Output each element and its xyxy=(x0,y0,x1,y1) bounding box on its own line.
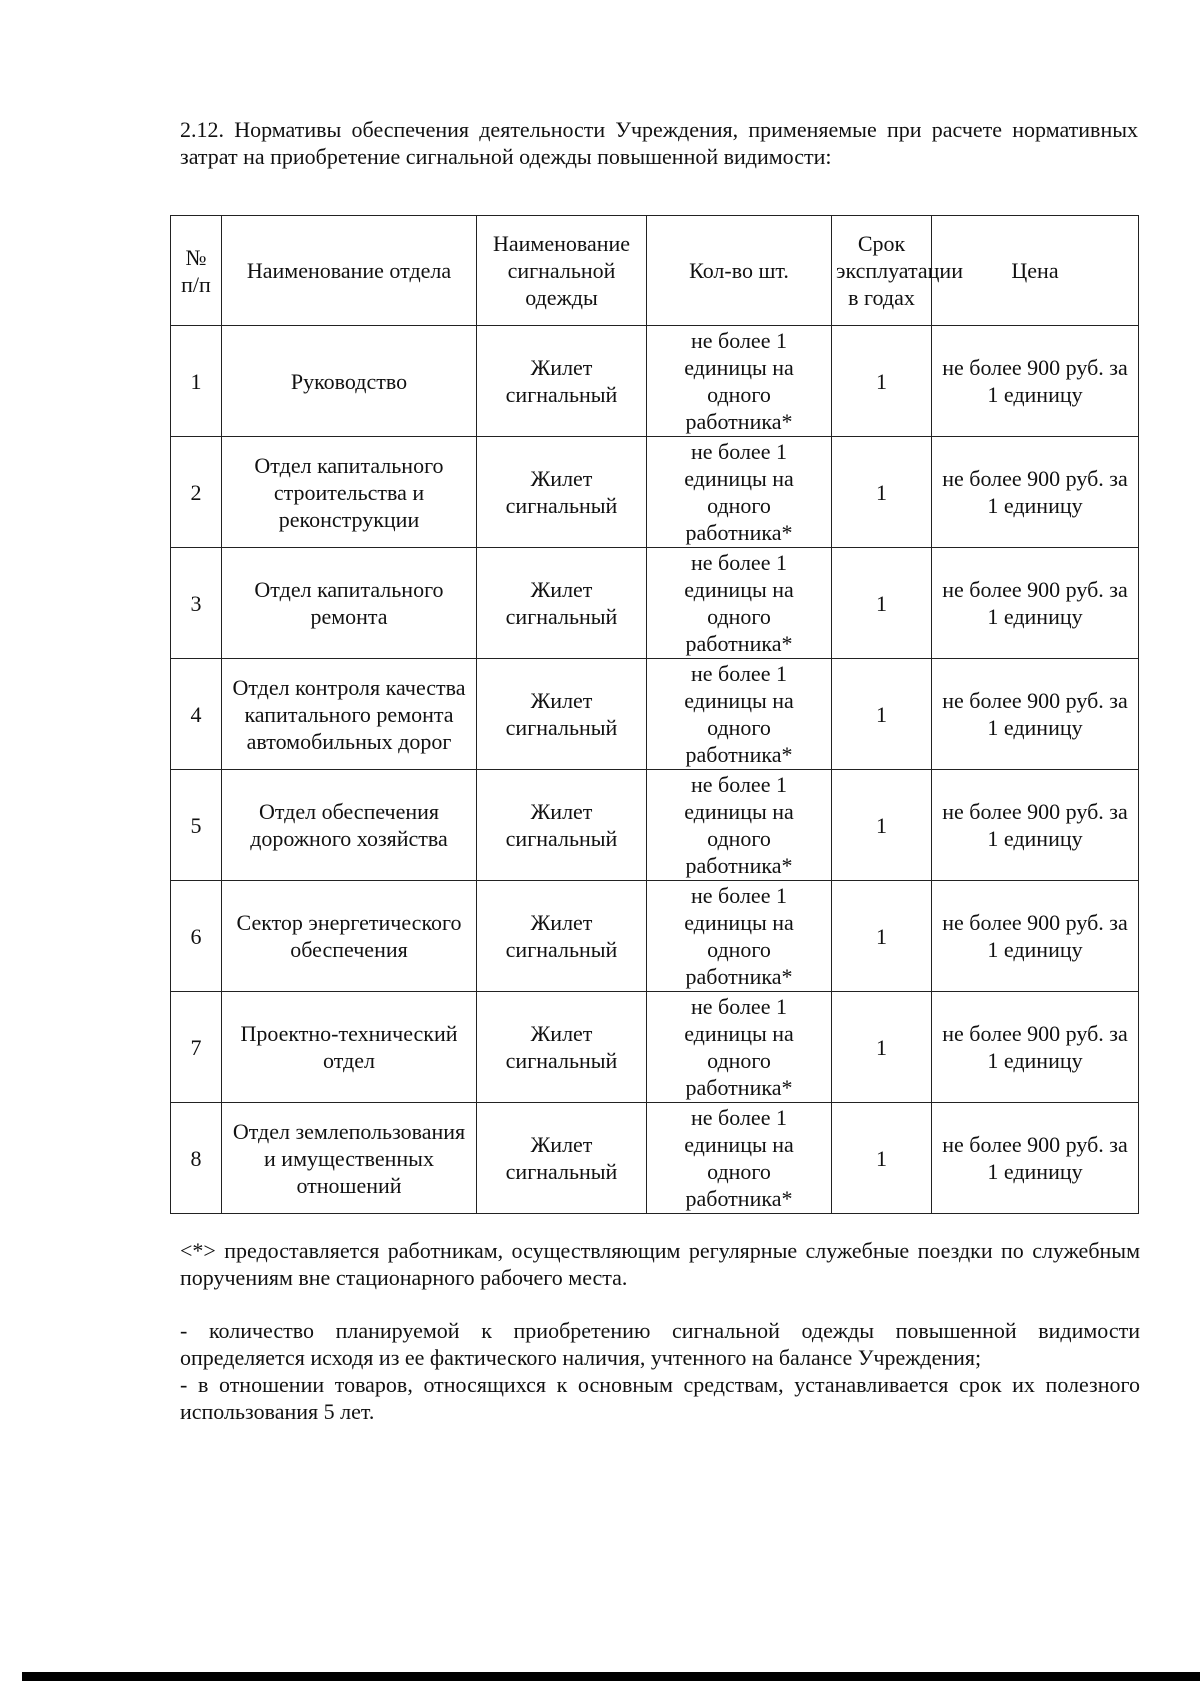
row-quantity: не более 1 единицы на одного работника* xyxy=(647,992,832,1103)
row-term: 1 xyxy=(832,659,932,770)
page-bottom-rule xyxy=(22,1672,1200,1681)
row-department: Проектно-технический отдел xyxy=(222,992,477,1103)
table-row xyxy=(171,1103,1139,1214)
row-term: 1 xyxy=(832,326,932,437)
row-term: 1 xyxy=(832,992,932,1103)
row-quantity: не более 1 единицы на одного работника* xyxy=(647,770,832,881)
row-price: не более 900 руб. за 1 единицу xyxy=(932,1103,1139,1214)
row-department: Отдел капитального строительства и реконструкции xyxy=(222,437,477,548)
row-term: 1 xyxy=(832,881,932,992)
header-clothing: Наименование сигнальной одежды xyxy=(477,216,647,326)
row-clothing: Жилет сигнальный xyxy=(477,881,647,992)
row-term: 1 xyxy=(832,770,932,881)
row-clothing: Жилет сигнальный xyxy=(477,1103,647,1214)
row-quantity: не более 1 единицы на одного работника* xyxy=(647,1103,832,1214)
row-quantity: не более 1 единицы на одного работника* xyxy=(647,437,832,548)
note-useful-life: - в отношении товаров, относящихся к основным средствам, устанавливается срок их полезного использования 5 лет. xyxy=(180,1372,1140,1424)
row-department: Отдел капитального ремонта xyxy=(222,548,477,659)
table-row xyxy=(171,659,1139,770)
row-clothing: Жилет сигнальный xyxy=(477,992,647,1103)
row-quantity: не более 1 единицы на одного работника* xyxy=(647,881,832,992)
row-clothing: Жилет сигнальный xyxy=(477,437,647,548)
row-clothing: Жилет сигнальный xyxy=(477,326,647,437)
row-term: 1 xyxy=(832,548,932,659)
header-quantity: Кол-во шт. xyxy=(647,216,832,326)
row-department: Отдел обеспечения дорожного хозяйства xyxy=(222,770,477,881)
row-quantity: не более 1 единицы на одного работника* xyxy=(647,659,832,770)
row-department: Сектор энергетического обеспечения xyxy=(222,881,477,992)
row-term: 1 xyxy=(832,437,932,548)
footnote: <*> предоставляется работникам, осуществляющим регулярные служебные поездки по служебным поручениям вне стационарного рабочего места. xyxy=(180,1238,1140,1290)
table-row xyxy=(171,326,1139,437)
row-price: не более 900 руб. за 1 единицу xyxy=(932,770,1139,881)
note-quantity: - количество планируемой к приобретению сигнальной одежды повышенной видимости определяется исходя из ее фактического наличия, учтенного на балансе Учреждения; xyxy=(180,1318,1140,1370)
row-num: 4 xyxy=(171,659,222,770)
row-clothing: Жилет сигнальный xyxy=(477,548,647,659)
row-num: 2 xyxy=(171,437,222,548)
row-department: Отдел контроля качества капитального ремонта автомобильных дорог xyxy=(222,659,477,770)
table-row xyxy=(171,437,1139,548)
row-num: 7 xyxy=(171,992,222,1103)
row-price: не более 900 руб. за 1 единицу xyxy=(932,437,1139,548)
header-price: Цена xyxy=(932,216,1139,326)
row-clothing: Жилет сигнальный xyxy=(477,770,647,881)
row-price: не более 900 руб. за 1 единицу xyxy=(932,548,1139,659)
row-term: 1 xyxy=(832,1103,932,1214)
row-num: 5 xyxy=(171,770,222,881)
table-row xyxy=(171,548,1139,659)
header-num: № п/п xyxy=(171,216,222,326)
notes-list xyxy=(180,1317,1140,1425)
table-row xyxy=(171,881,1139,992)
header-term: Срок эксплуатации в годах xyxy=(832,216,932,326)
row-price: не более 900 руб. за 1 единицу xyxy=(932,659,1139,770)
row-quantity: не более 1 единицы на одного работника* xyxy=(647,548,832,659)
norms-table xyxy=(170,215,1139,1214)
row-price: не более 900 руб. за 1 единицу xyxy=(932,881,1139,992)
row-clothing: Жилет сигнальный xyxy=(477,659,647,770)
row-quantity: не более 1 единицы на одного работника* xyxy=(647,326,832,437)
table-row xyxy=(171,992,1139,1103)
row-num: 1 xyxy=(171,326,222,437)
row-department: Руководство xyxy=(222,326,477,437)
row-num: 6 xyxy=(171,881,222,992)
row-num: 8 xyxy=(171,1103,222,1214)
row-price: не более 900 руб. за 1 единицу xyxy=(932,992,1139,1103)
header-department: Наименование отдела xyxy=(222,216,477,326)
table-header-row xyxy=(171,216,1139,326)
table-row xyxy=(171,770,1139,881)
row-price: не более 900 руб. за 1 единицу xyxy=(932,326,1139,437)
section-intro: 2.12. Нормативы обеспечения деятельности Учреждения, применяемые при расчете нормативных затрат на приобретение сигнальной одежды повышенной видимости: xyxy=(180,117,1138,169)
row-department: Отдел землепользования и имущественных отношений xyxy=(222,1103,477,1214)
row-num: 3 xyxy=(171,548,222,659)
